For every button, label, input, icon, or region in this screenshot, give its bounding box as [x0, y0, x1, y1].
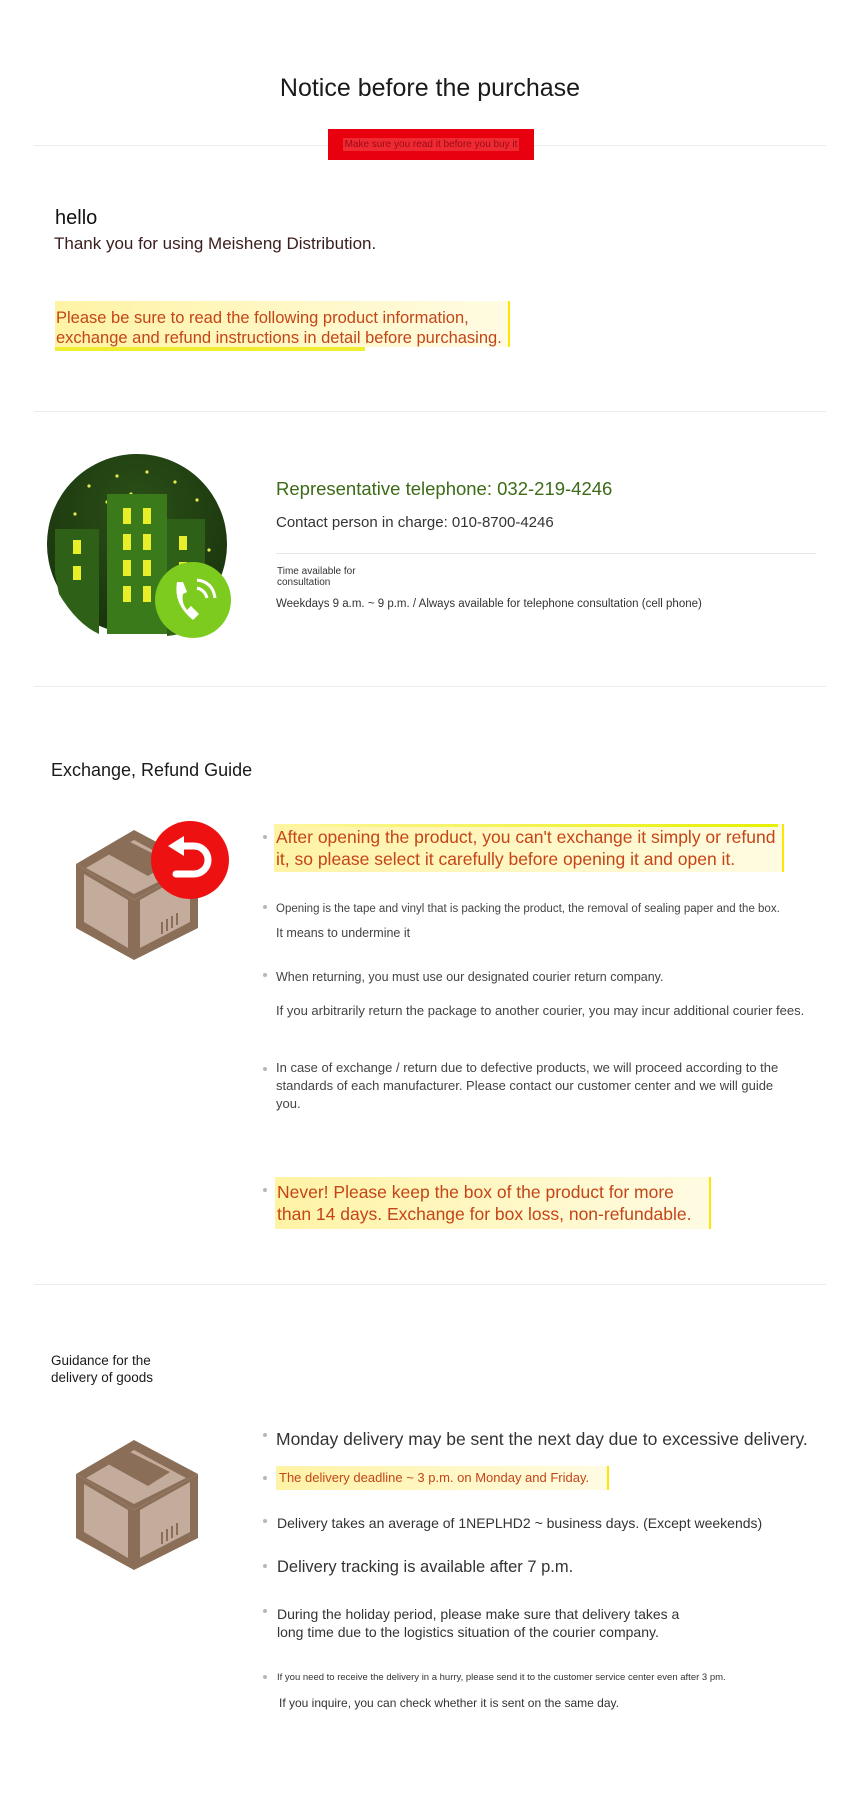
page-title: Notice before the purchase — [279, 74, 581, 102]
contact-person: Contact person in charge: 010-8700-4246 — [276, 514, 554, 531]
bullet — [263, 835, 267, 839]
box-icon — [70, 1430, 200, 1570]
thanks-text: Thank you for using Meisheng Distribution. — [54, 234, 377, 253]
purchase-warning-line2: exchange and refund instructions in detail before purchasing. — [56, 329, 502, 347]
same-day-note: If you inquire, you can check whether it is sent on the same day. — [279, 1696, 619, 1710]
bullet — [263, 1609, 267, 1613]
highlight-underline — [55, 347, 365, 351]
building-phone-icon — [47, 454, 233, 640]
notice-tag — [328, 129, 534, 160]
defective-note: In case of exchange / return due to defective products, we will proceed according to the standards of each manufacturer. Please contact our customer center and we will guide you. — [276, 1060, 779, 1111]
average-delivery-note: Delivery takes an average of 1NEPLHD2 ~ business days. (Except weekends) — [277, 1515, 763, 1531]
box-keep-warning — [275, 1177, 711, 1229]
bullet — [263, 1188, 267, 1192]
exchange-warning-text: After opening the product, you can't exchange it simply or refund it, so please select it carefully before opening it and open it. — [276, 827, 776, 869]
bullet — [263, 1564, 267, 1568]
bullet — [263, 1519, 267, 1523]
greeting: hello — [55, 207, 98, 229]
return-arrow-icon — [150, 820, 230, 905]
divider — [34, 686, 826, 687]
bullet — [263, 1675, 267, 1679]
exchange-heading: Exchange, Refund Guide — [51, 760, 253, 780]
delivery-deadline-text: The delivery deadline ~ 3 p.m. on Monday and Friday. — [279, 1470, 590, 1485]
notice-tag-label: Make sure you read it before you buy it — [344, 139, 518, 150]
holiday-note: During the holiday period, please make sure that delivery takes a long time due to the logistics situation of the courier company. — [277, 1606, 680, 1640]
monday-delivery-note: Monday delivery may be sent the next day due to excessive delivery. — [276, 1429, 808, 1449]
divider — [34, 411, 826, 412]
bullet — [263, 905, 267, 909]
box-keep-warning-text: Never! Please keep the box of the product for more than 14 days. Exchange for box loss, non-refundable. — [277, 1182, 692, 1224]
bullet — [263, 1433, 267, 1437]
exchange-warning — [274, 824, 784, 872]
urgent-delivery-note: If you need to receive the delivery in a hurry, please send it to the customer service center even after 3 pm. — [277, 1672, 726, 1683]
purchase-warning-line1: Please be sure to read the following product information, — [56, 309, 469, 327]
return-courier-note: When returning, you must use our designated courier return company. — [276, 970, 664, 984]
tracking-note: Delivery tracking is available after 7 p.m. — [277, 1558, 574, 1576]
extra-fee-note: If you arbitrarily return the package to another courier, you may incur additional courier fees. — [276, 1003, 805, 1018]
contact-divider — [276, 553, 816, 554]
opening-definition: Opening is the tape and vinyl that is packing the product, the removal of sealing paper and the box. — [276, 903, 780, 915]
bullet — [263, 1067, 267, 1071]
highlight-topline — [274, 824, 778, 827]
consultation-hours: Weekdays 9 a.m. ~ 9 p.m. / Always available for telephone consultation (cell phone) — [276, 598, 702, 610]
delivery-heading: Guidance for the delivery of goods — [51, 1353, 154, 1385]
time-label: Time available for consultation — [277, 566, 356, 588]
divider — [34, 1284, 826, 1285]
representative-phone: Representative telephone: 032-219-4246 — [276, 478, 613, 499]
opening-definition-cont: It means to undermine it — [276, 926, 411, 940]
delivery-deadline — [276, 1466, 609, 1490]
bullet — [263, 1476, 267, 1480]
bullet — [263, 973, 267, 977]
purchase-warning — [55, 301, 510, 347]
